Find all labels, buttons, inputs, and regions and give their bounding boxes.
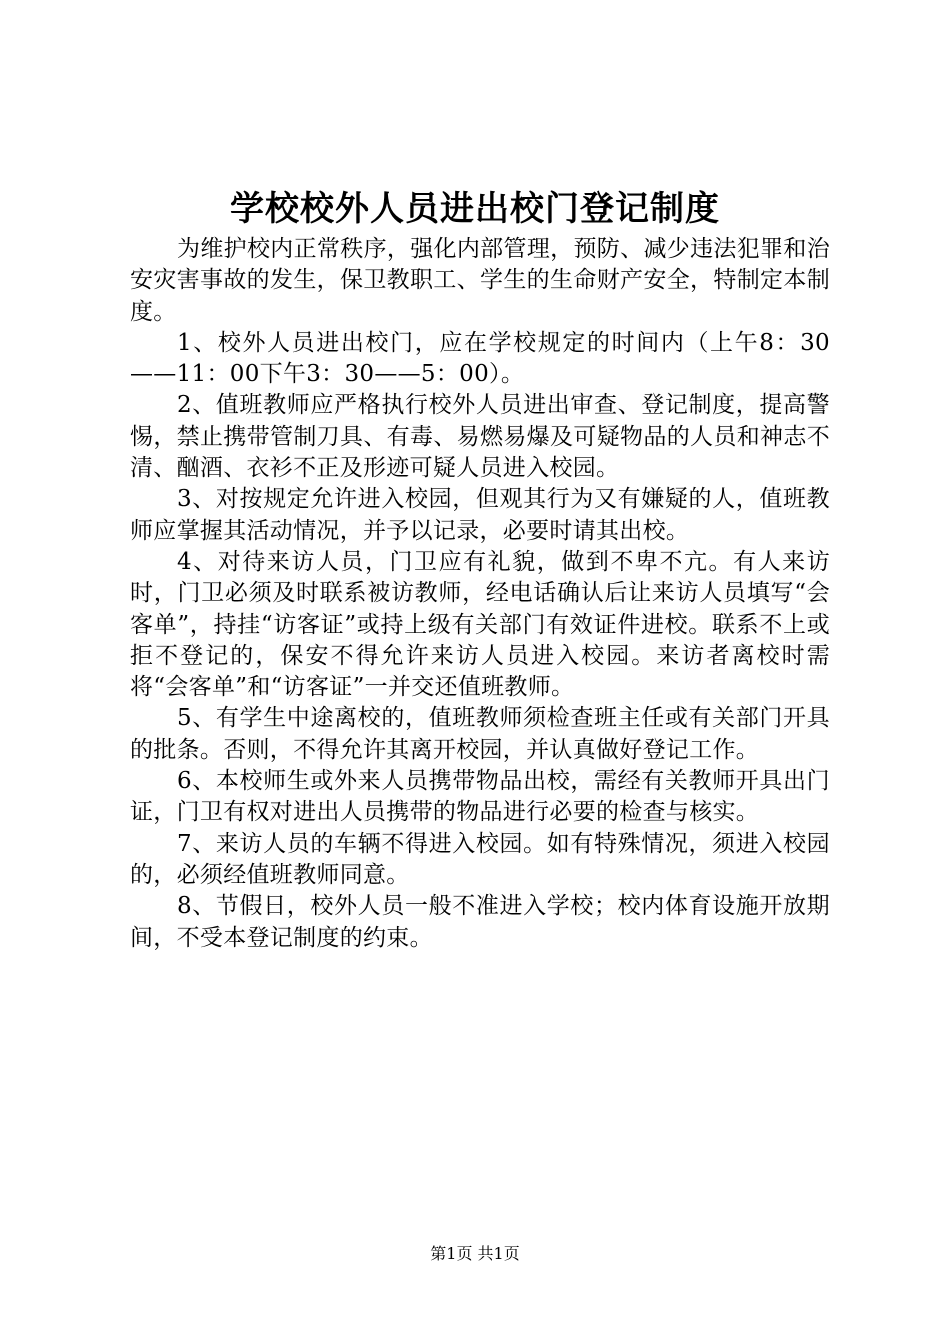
paragraph-rule-7: 7、来访人员的车辆不得进入校园。如有特殊情况，须进入校园的，必须经值班教师同意。: [130, 830, 830, 888]
paragraph-rule-2: 2、值班教师应严格执行校外人员进出审查、登记制度，提高警惕，禁止携带管制刀具、有毒、易燃易爆及可疑物品的人员和神志不清、酗酒、衣衫不正及形迹可疑人员进入校园。: [130, 392, 830, 482]
document-title: 学校校外人员进出校门登记制度: [230, 189, 720, 229]
paragraph-rule-5: 5、有学生中途离校的，值班教师须检查班主任或有关部门开具的批条。否则，不得允许其离开校园，并认真做好登记工作。: [130, 705, 830, 763]
page-number-footer: 第1页 共1页: [430, 1244, 520, 1263]
paragraph-rule-3: 3、对按规定允许进入校园，但观其行为又有嫌疑的人，值班教师应掌握其活动情况，并予以记录，必要时请其出校。: [130, 486, 830, 544]
paragraph-rule-6: 6、本校师生或外来人员携带物品出校，需经有关教师开具出门证，门卫有权对进出人员携带的物品进行必要的检查与核实。: [130, 768, 830, 826]
paragraph-rule-1: 1、校外人员进出校门，应在学校规定的时间内（上午8：30——11：00下午3：30——5：00）。: [130, 329, 830, 388]
paragraph-intro: 为维护校内正常秩序，强化内部管理，预防、减少违法犯罪和治安灾害事故的发生，保卫教职工、学生的生命财产安全，特制定本制度。: [130, 236, 830, 325]
paragraph-rule-8: 8、节假日，校外人员一般不准进入学校；校内体育设施开放期间，不受本登记制度的约束。: [130, 893, 830, 951]
document-body: [130, 234, 830, 954]
paragraph-rule-4: 4、对待来访人员，门卫应有礼貌，做到不卑不亢。有人来访时，门卫必须及时联系被访教师，经电话确认后让来访人员填写“会客单”，持挂“访客证”或持上级有关部门有效证件进校。联系不上或拒不登记的，保安不得允许来访人员进入校园。来访者离校时需将“会客单”和“访客证”一并交还值班教师。: [130, 548, 830, 701]
